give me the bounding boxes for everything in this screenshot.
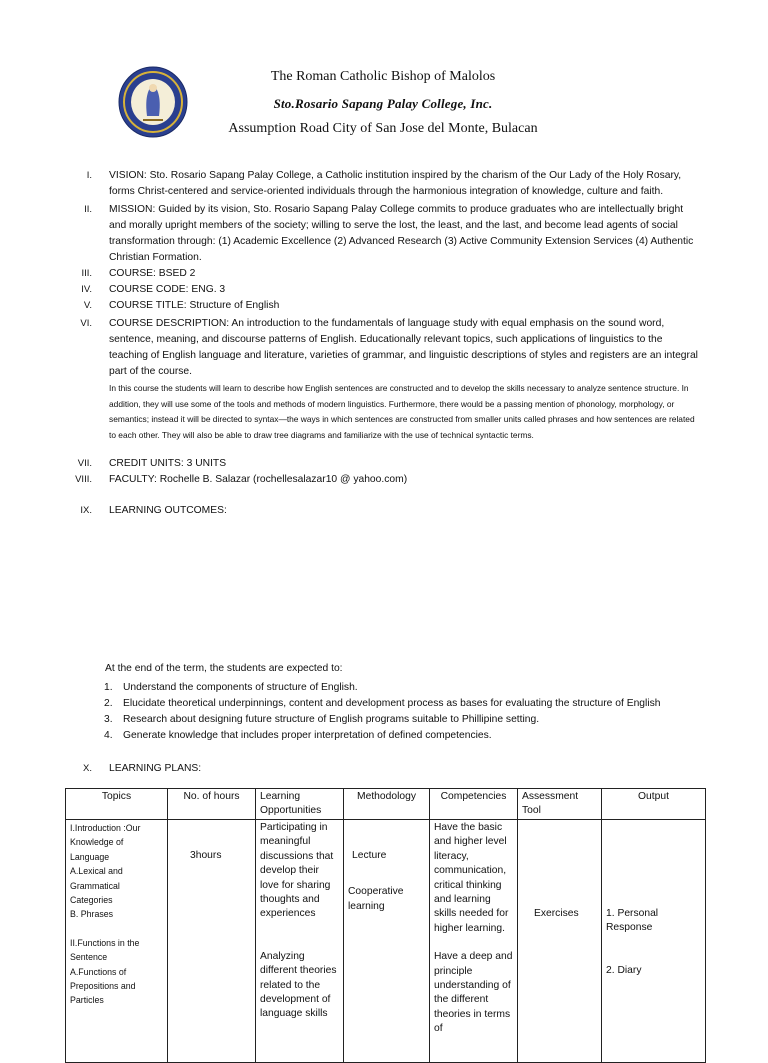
section-number: III. [81, 268, 92, 279]
outcome-text: Understand the components of structure of English. [123, 682, 358, 693]
outcome-item [104, 682, 358, 693]
competency-1: Have the basic and higher level literacy, communication, critical thinking and learning skills needed for higher learning. [434, 822, 509, 934]
competency-2: Have a deep and principle understanding of the different theories in terms of [434, 951, 513, 1035]
outcome-item [104, 698, 661, 709]
cell-hours [168, 820, 256, 1063]
output-2: 2. Diary [606, 964, 642, 976]
hours-value: 3hours [190, 850, 222, 861]
section-text: LEARNING PLANS: [109, 763, 202, 774]
description-detail-text: In this course the students will learn to describe how English sentences are constructed and to develop the skills necessary to analyze sentence structure. In addition, they will use some of the tools and methods of modern linguistics. Furthermore, there would be a passing mention of phonology, morphology, or semantics; instead it will be directed to syntax—the ways in which sentences are constructed from smaller units called phrases and how sentences are related to each other. They will also be able to draw tree diagrams and familiarize with the use of technical syntactic terms. [109, 383, 695, 440]
learning-plans-table [65, 788, 706, 1063]
section-text: VISION: Sto. Rosario Sapang Palay College, a Catholic institution inspired by the charism of the Our Lady of the Holy Rosary, forms Christ-centered and service-oriented individuals through the harmonious integration of knowledge, culture and faith. [109, 170, 682, 197]
outcome-item [104, 714, 539, 725]
method-1: Lecture [352, 850, 387, 861]
opportunity-1: Participating in meaningful discussions that develop their love for sharing thoughts and experiences [260, 822, 334, 920]
outcome-number: 3. [104, 714, 113, 725]
section-number: VIII. [75, 474, 92, 485]
cell-methodology [344, 820, 430, 1063]
cell-topics [66, 820, 168, 1063]
section-number: IX. [80, 505, 92, 516]
section-number: IV. [81, 284, 92, 295]
outcome-number: 4. [104, 730, 113, 741]
diocese-name: The Roman Catholic Bishop of Malolos [270, 69, 496, 84]
opportunity-2: Analyzing different theories related to the development of language skills [260, 950, 337, 1020]
topics-part-2: II.Functions in the Sentence A.Functions of Prepositions and Particles [70, 937, 140, 1006]
section-text: LEARNING OUTCOMES: [109, 505, 227, 516]
cell-competencies [430, 820, 518, 1063]
outcome-item [104, 730, 492, 741]
assessment-value: Exercises [534, 908, 579, 919]
section-text: COURSE: BSED 2 [109, 268, 196, 279]
section-number: I. [86, 170, 92, 181]
outcome-text: Elucidate theoretical underpinnings, content and development process as bases for evaluating the structure of English [123, 698, 661, 709]
table-header-row [66, 789, 706, 820]
section-number: VI. [80, 318, 92, 329]
section-text: FACULTY: Rochelle B. Salazar (rochellesalazar10 @ yahoo.com) [109, 474, 408, 485]
section-number: V. [83, 300, 92, 311]
header-output: Output [602, 789, 706, 820]
cell-assessment-tool [518, 820, 602, 1063]
section-text: MISSION: Guided by its vision, Sto. Rosario Sapang Palay College commits to produce graduates who are intellectually bright and morally upright members of the society; willing to serve the lost, the least, and the last, and become lead agents of social transformation through: (1) Academic Excellence (2) Advanced Research (3) Active Community Extension Services (4) Authentic Christian Formation. [109, 204, 694, 263]
outcomes-intro: At the end of the term, the students are expected to: [105, 663, 343, 674]
header-assessment-tool: Assessment Tool [518, 789, 602, 820]
topics-part-1: I.Introduction :Our Knowledge of Language A.Lexical and Grammatical Categories B. Phrases [70, 823, 141, 920]
cell-learning-opportunities [256, 820, 344, 1063]
header-topics: Topics [66, 789, 168, 820]
table-row [66, 820, 706, 1063]
section-text: COURSE DESCRIPTION: An introduction to the fundamentals of language study with equal emphasis on the sound word, sentence, meaning, and discourse patterns of English. Educationally relevant topics, such applications of linguistics to the teaching of English language and literature, varieties of grammar, and linguistic descriptions of styles and registers are an integral part of the course. [109, 318, 698, 377]
college-seal-icon [117, 66, 189, 138]
college-address: Assumption Road City of San Jose del Monte, Bulacan [228, 121, 538, 136]
header-learning-opportunities: Learning Opportunities [256, 789, 344, 820]
cell-output [602, 820, 706, 1063]
section-number: VII. [77, 458, 92, 469]
outcome-number: 1. [104, 682, 113, 693]
section-number: X. [83, 763, 92, 774]
header-competencies: Competencies [430, 789, 518, 820]
section-text: COURSE TITLE: Structure of English [109, 300, 280, 311]
outcome-text: Research about designing future structure of English programs suitable to Phillipine setting. [123, 714, 540, 725]
output-1: 1. Personal Response [606, 908, 659, 934]
header-methodology: Methodology [344, 789, 430, 820]
method-2: Cooperative learning [348, 886, 404, 912]
header-hours: No. of hours [168, 789, 256, 820]
section-text: COURSE CODE: ENG. 3 [109, 284, 226, 295]
section-number: II. [84, 204, 92, 215]
section-text: CREDIT UNITS: 3 UNITS [109, 458, 227, 469]
outcome-number: 2. [104, 698, 113, 709]
outcome-text: Generate knowledge that includes proper interpretation of defined competencies. [123, 730, 492, 741]
college-name: Sto.Rosario Sapang Palay College, Inc. [273, 96, 493, 111]
